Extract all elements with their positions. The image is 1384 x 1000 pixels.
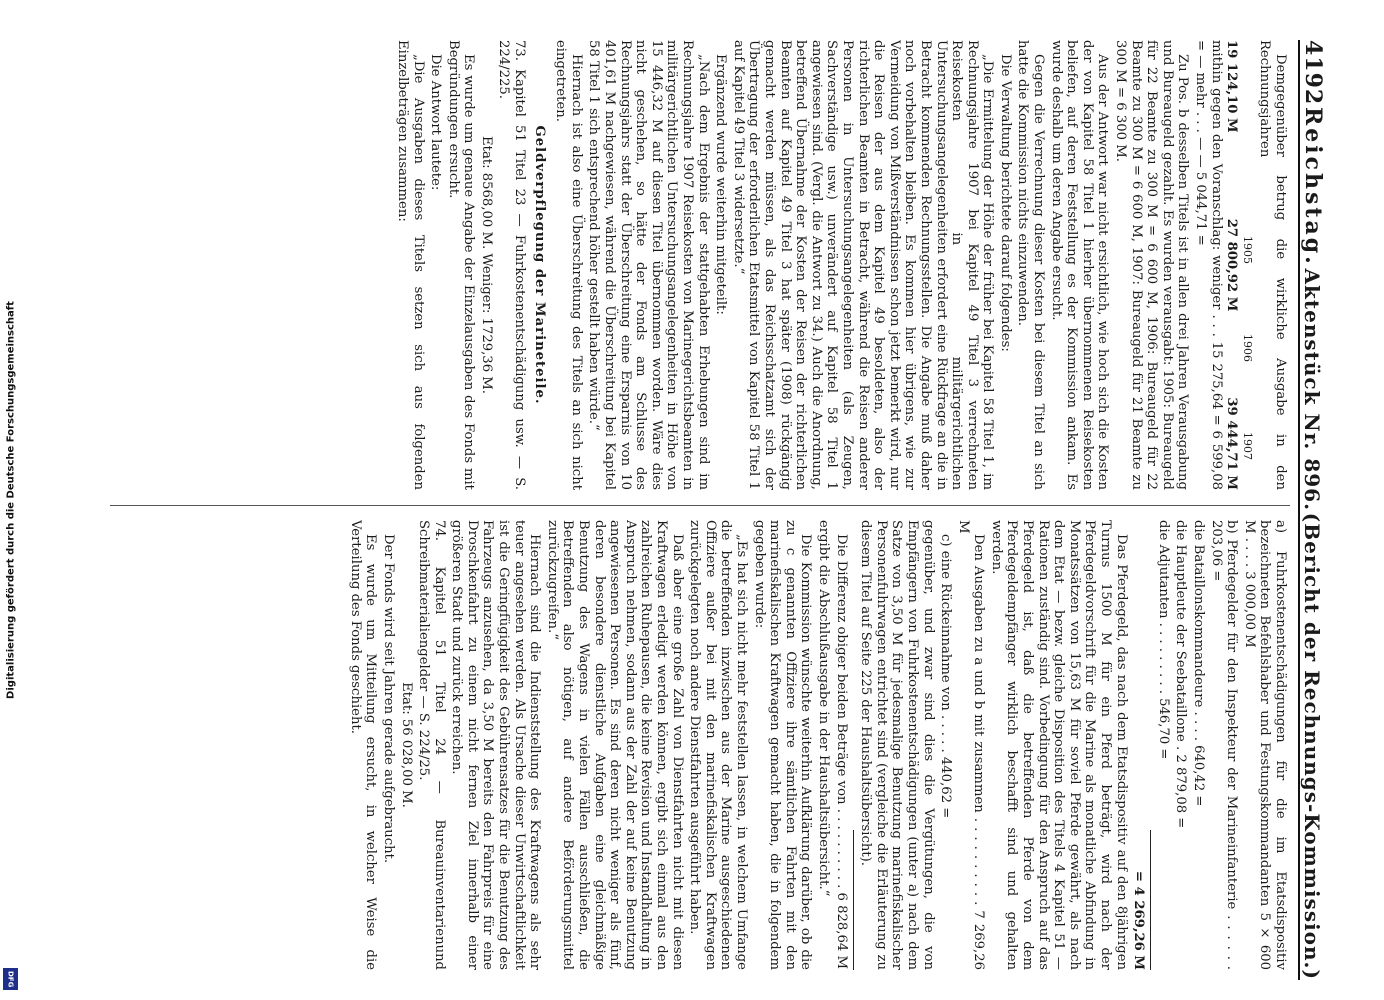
paragraph: „Die Ausgaben dieses Titels setzen sich aus folgenden Einzelbeträgen zusammen: <box>394 40 426 490</box>
paragraph: „Es hat sich nicht mehr feststellen lassen, in welchem Umfange die betreffenden inzwischen aus der Marine ausgeschiedenen Offiziere außer bei mit den marinefiskalischen Kraftwagen zurückgelegten noch andere Dienstfahrten ausgeführt haben. <box>687 520 749 970</box>
etat-line: Etat: 8568,00 M. Weniger: 1729,36 M. <box>478 136 494 394</box>
paragraph: „Die Ermittelung der Höhe der früher bei Kapitel 58 Titel 1, im Rechnungsjahre 1907 bei Kapitel 49 Titel 3 verrechneten Reisekosten in militärgerichtlichen Untersuchungsangelegenheiten erfordert eine Rückfrage an die in Betracht kommenden Rechnungsstellen. Die Angabe muß daher noch vorbehalten bleiben. Es kommen hier übrigens, wie zur Vermeidung von Mißverständnissen schon jetzt bemerkt wird, nur die Reisen der aus dem Kapitel 49 besoldeten, also der richterlichen Beamten in Betracht, während die Reisen anderer Personen in Untersuchungsangelegenheiten (als Zeugen, Sachverständige usw.) unverändert auf Kapitel 58 Titel 1 angewiesen sind. (Vergl. die Antwort zu 34.) Auch die Anordnung, betreffend Übernahme der Kosten der Reisen der richterlichen Beamten auf Kapitel 49 Titel 3 hat später (1908) rückgängig gemacht werden müssen, als das Reichsschatzamt sich der Übertragung der erforderlichen Etatsmittel von Kapitel 58 Titel 1 auf Kapitel 49 Titel 3 widersetzte.“ <box>730 40 996 490</box>
page-number: 4192 <box>1300 40 1326 106</box>
report-title: (Bericht der Rechnungs-Kommission.) <box>1300 512 1324 980</box>
paragraph: Es wurde um Mitteilung ersucht, in welcher Weise die Verteilung des Fonds geschieht. <box>347 520 379 970</box>
page-title: Reichstag. <box>1300 106 1326 267</box>
paragraph: Hiernach ist also eine Überschreitung des Titels an sich nicht eingetreten. <box>553 40 584 490</box>
column-divider <box>110 505 1290 506</box>
paragraph: Demgegenüber betrug die wirkliche Ausgabe in den Rechnungsjahren <box>1257 40 1288 490</box>
difference-lines: mithin gegen den Voranschlag: weniger . . . 15 275,64 = 6 599,08 = — mehr . . . — — 5 044,71 = <box>1193 40 1224 490</box>
section-heading: Geldverpflegung der Marineteile. <box>531 125 547 405</box>
totals-row: 19 124,10 M 27 800,92 M 39 444,71 M <box>1224 40 1240 490</box>
sum-rule <box>1150 830 1151 970</box>
list-item: die Adjutanten . . . . . . . . . 546,70 = <box>1155 520 1171 760</box>
subtotal: = 4 269,26 M <box>1131 870 1147 970</box>
list-item: die Hauptleute der Seebataillone . 2 879,08 = <box>1173 520 1189 829</box>
paragraph: Es wurde um genaue Angabe der Einzelausgaben des Fonds mit Begründungen ersucht. <box>445 40 477 490</box>
paragraph: Aus der Antwort war nicht ersichtlich, wie hoch sich die Kosten der von Kapitel 58 Titel 1 hierher übernommenen Reisekosten beliefen, auf deren Feststellung es der Kommission ankam. Es wurde deshalb um deren Angabe ersucht. <box>1048 40 1111 490</box>
paragraph: Der Fonds wird seit Jahren gerade aufgebraucht. <box>380 534 396 864</box>
paragraph: „Nach dem Ergebnis der stattgehabten Erhebungen sind im Rechnungsjahre 1907 Reisekosten von Marinegerichtsbeamten in militärgerichtlichen Untersuchungsangelegenheiten in Höhe von 15 446,32 M auf diesen Titel übernommen worden. Wäre dies nicht geschehen, so hätte der Fonds am Schlusse des Rechnungsjahrs statt der Überschreitung eine Ersparnis von 10 401,61 M nachgewiesen, während die Überschreitung bei Kapitel 58 Titel 1 sich entsprechend höher gestellt haben würde.“ <box>586 40 711 490</box>
item-heading: 73. Kapitel 51 Titel 23 — Fuhrkostenentschädigung usw. — S. 224/225. <box>496 40 528 490</box>
left-column <box>108 40 1288 490</box>
paragraph: c) eine Rückeinnahme von . . . . . 440,62 = <box>938 534 954 819</box>
year-row: 1905 1906 1907 <box>1240 236 1254 460</box>
document-page <box>90 40 1330 980</box>
paragraph: Hiernach sind die Indienststellung des Kraftwagens als sehr teuer angesehen werden. Als Ursache dieser Unwirtschaftlichkeit ist die Geringfügigkeit des Gebührensatzes für die Benutzung des Fahrzeugs anzusehen, da 3,50 M bereits den Fahrpreis für eine Droschkenfahrt zu einem nicht fernen Ziel innerhalb einer größeren Stadt und zurück erreichen. <box>449 520 543 970</box>
list-item: die Bataillonskommandeure . . . . 640,42 = <box>1191 520 1207 807</box>
scan-margin <box>0 0 22 1000</box>
paragraph: Das Pferdegeld, das nach dem Etatsdispositiv auf den 8jährigen Turnus 1500 M für ein Pferd beträgt, wird nach der Pferdegeldvorschrift für die Marine als monatliche Abfindung in Monatssätzen von 15,63 M für soviel Pferde gewährt, als nach dem Etat — bezw. gleiche Disposition des Titels 4 Kapitel 51 — Rationen zuständig sind. Vorbedingung für den Anspruch auf das Pferdegeld ist, daß die betreffenden Pferde von dem Pferdegeldempfänger wirklich beschafft sind und gehalten werden. <box>988 520 1129 970</box>
document-number: Aktenstück Nr. 896. <box>1300 268 1324 512</box>
paragraph: Zu Pos. b desselben Titels ist in allen drei Jahren Verausgabung und Bureaugeld gezahlt. Es wurden verausgabt: 1905: Bureaugeld für 22 Beamte zu 300 M = 6 600 M, 1906: Bureaugeld für 22 Beamte zu 300 M = 6 600 M, 1907: Bureaugeld für 21 Beamte zu 300 M = 6 300 M. <box>1113 40 1191 490</box>
paragraph: gegenüber, und zwar sind dies die Vergütungen, die von Empfängern von Fuhrkostenentschädigungen (unter a) nach dem Satze von 3,50 M für jedesmalige Benutzung marinefiskalischer Personenfuhrwagen entrichtet sind (vergleiche die Erläuterung zu diesem Titel auf Seite 225 der Haushaltsübersicht). <box>858 520 936 970</box>
list-item: b) Pferdegelder für den Inspekteur der Marineinfanterie . . . . . . 203,06 = <box>1208 520 1240 970</box>
paragraph: ergibt die Abschlußausgabe in der Haushaltsübersicht.“ <box>815 520 831 897</box>
item-heading: 74. Kapitel 51 Titel 24 — Bureauinventarienund Schreibmaterialiengelder — S. 224/25. <box>416 520 447 970</box>
paragraph: Den Ausgaben zu a und b mit zusammen . . . . . . . . . . 7 269,26 M <box>955 520 987 970</box>
paragraph: Daß aber eine große Zahl von Dienstfahrten nicht mit diesen Kraftwagen erledigt werden können, ergibt sich einmal aus den zahlreichen Ruhepausen, die keine Revision und Instandhaltung in Anspruch nehmen, sodann aus der Zahl der auf keine Benutzung angewiesenen Personen. Es sind deren nicht weniger als fünf, deren besondere dienstliche Aufgaben eine gleichmäßige Benutzung des Wagens in vielen Fällen ausschließen, die Betreffenden also nötigen, auf andere Beförderungsmittel zurückzugreifen.“ <box>544 520 685 970</box>
paragraph: Die Antwort lautete: <box>428 54 444 191</box>
paragraph: Die Kommission wünschte weiterhin Aufklärung darüber, ob die zu c genannten Offiziere ihre sämtlichen Fahrten mit den marinefiskalischen Kraftwagen gemacht haben, die in folgendem gegeben wurde: <box>751 520 814 970</box>
etat-line: Etat: 56 028,00 M. <box>398 682 414 808</box>
list-item: a) Fuhrkostenentschädigungen für die im Etatsdispositiv bezeichneten Befehlshaber und Festungskommandanten 5 × 600 M . . . . 3 000,00 M <box>1241 520 1288 970</box>
right-column <box>108 520 1288 970</box>
paragraph: Gegen die Verrechnung dieser Kosten bei diesem Titel an sich hatte die Kommission nichts einzuwenden. <box>1015 40 1047 490</box>
dfg-logo: DFG <box>3 968 18 990</box>
page-header <box>1298 40 1330 980</box>
paragraph: Die Differenz obiger beiden Beträge von . . . . . . . . . . 6 828,64 M <box>833 534 849 969</box>
digitization-credit: Digitalisierung gefördert durch die Deutsche Forschungsgemeinschaft <box>5 301 17 699</box>
sum-rule <box>853 830 854 970</box>
paragraph: Ergänzend wurde weiterhin mitgeteilt: <box>713 54 729 315</box>
paragraph: Die Verwaltung berichtete darauf folgendes: <box>997 54 1013 352</box>
